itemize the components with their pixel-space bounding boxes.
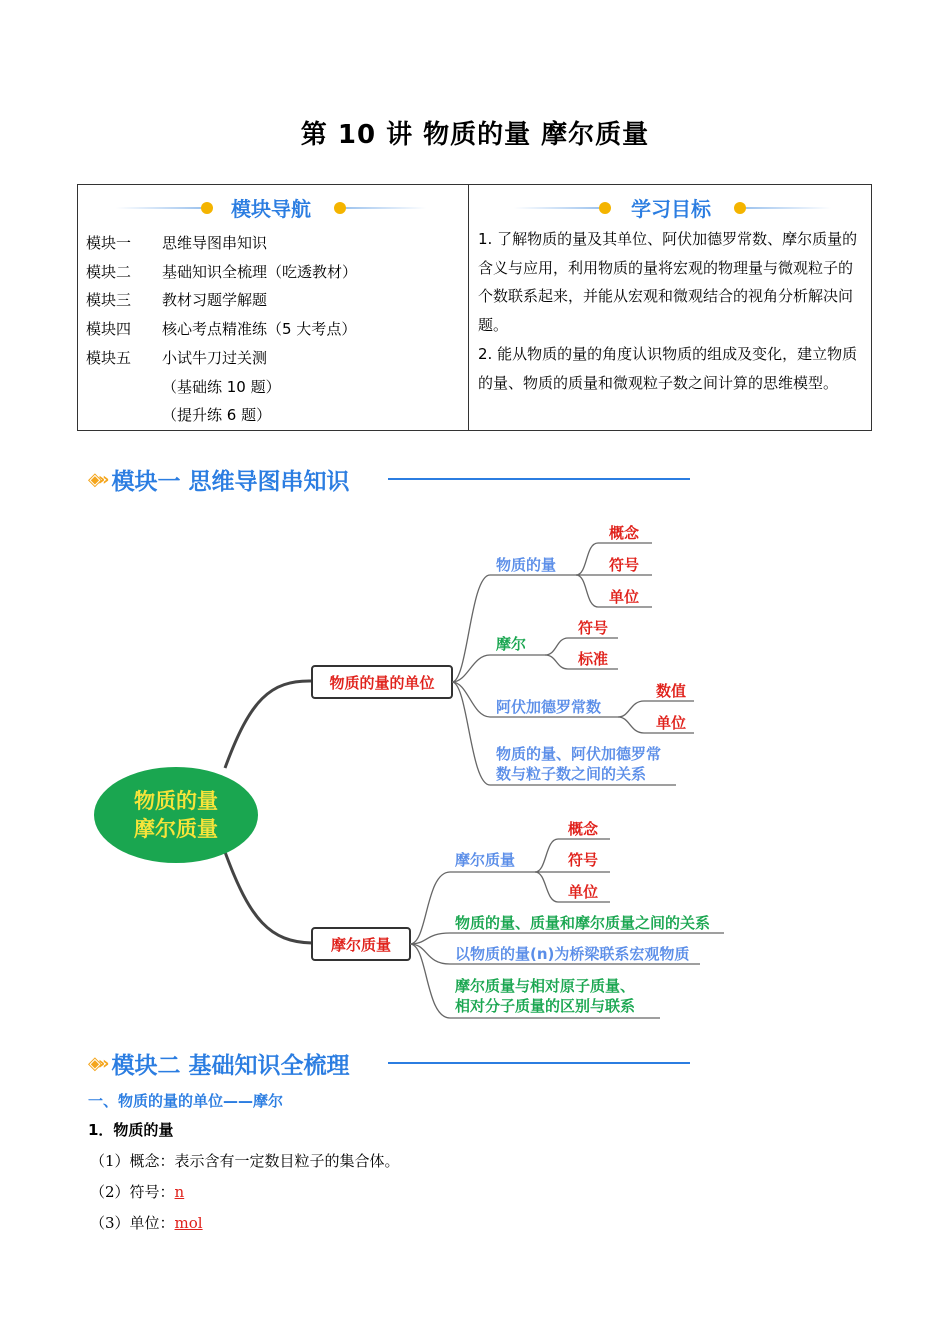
mindmap-node: 摩尔质量与相对原子质量、	[455, 977, 636, 995]
unit-item: （3）单位：mol	[90, 1214, 203, 1232]
mindmap-node: 物质的量、质量和摩尔质量之间的关系	[455, 914, 711, 932]
mindmap-node: 物质的量、阿伏加德罗常	[496, 745, 662, 763]
nav-item: 模块五 小试牛刀过关测	[86, 348, 268, 367]
nav-heading: 模块导航	[116, 191, 426, 225]
goals-list	[478, 225, 866, 397]
goals-heading: 学习目标	[514, 191, 834, 225]
mindmap-node: 以物质的量(n)为桥梁联系宏观物质	[455, 945, 690, 963]
branch-label: 摩尔质量	[330, 936, 392, 954]
double-chevron-icon: ◈»	[88, 1052, 106, 1074]
mindmap-node: 摩尔	[496, 635, 527, 653]
mindmap-node: 阿伏加德罗常数	[496, 698, 602, 716]
mindmap-leaf: 概念	[568, 820, 599, 838]
mindmap-node: 数与粒子数之间的关系	[496, 765, 647, 783]
module1-title: ◈» 模块一 思维导图串知识	[88, 462, 698, 496]
nav-item: 模块一 思维导图串知识	[86, 234, 268, 252]
center-label: 物质的量	[134, 789, 218, 813]
mindmap-leaf: 单位	[568, 883, 599, 901]
mindmap-leaf: 概念	[609, 524, 640, 542]
module2-title: ◈» 模块二 基础知识全梳理	[88, 1046, 698, 1080]
mindmap-leaf: 符号	[578, 619, 609, 637]
answer-blank: mol	[174, 1214, 203, 1232]
center-label: 摩尔质量	[134, 817, 218, 841]
mindmap-leaf: 数值	[656, 682, 687, 700]
mindmap-leaf: 标准	[578, 650, 609, 668]
symbol-item: （2）符号：n	[90, 1183, 185, 1201]
nav-item: （提升练 6 题）	[162, 406, 272, 425]
definition-item: （1）概念：表示含有一定数目粒子的集合体。	[90, 1152, 400, 1170]
overview-table	[77, 184, 872, 431]
mindmap-leaf: 单位	[609, 588, 640, 606]
mindmap-node: 摩尔质量	[455, 851, 516, 869]
mindmap-leaf: 单位	[656, 714, 687, 732]
mindmap-leaf: 符号	[568, 851, 599, 869]
mindmap-node: 相对分子质量的区别与联系	[455, 997, 636, 1015]
dot-icon	[599, 202, 611, 214]
mindmap-leaf: 符号	[609, 556, 640, 574]
nav-item: 模块四 核心考点精准练（5 大考点）	[86, 320, 357, 339]
subsection-heading: 1．物质的量	[88, 1121, 174, 1139]
section-heading: 一、物质的量的单位——摩尔	[88, 1092, 284, 1110]
nav-item: （基础练 10 题）	[162, 377, 281, 396]
goal-item: 1. 了解物质的量及其单位、阿伏加德罗常数、摩尔质量的含义与应用，利用物质的量将宏观的物理量与微观粒子的个数联系起来，并能从宏观和微观结合的视角分析解决问题。	[478, 230, 858, 335]
mindmap-node: 物质的量	[496, 556, 557, 574]
mind-map	[0, 500, 950, 1030]
dot-icon	[734, 202, 746, 214]
goal-item: 2. 能从物质的量的角度认识物质的组成及变化，建立物质的量、物质的质量和微观粒子数之间计算的思维模型。	[478, 344, 858, 392]
double-chevron-icon: ◈»	[88, 468, 106, 490]
nav-item: 模块二 基础知识全梳理（吃透教材）	[86, 262, 358, 281]
page-title: 第 10 讲 物质的量 摩尔质量	[300, 120, 650, 150]
answer-blank: n	[174, 1183, 185, 1201]
dot-icon	[334, 202, 346, 214]
nav-list	[86, 229, 357, 430]
table-divider	[468, 185, 469, 430]
center-node	[94, 767, 258, 863]
branch-label: 物质的量的单位	[329, 674, 435, 692]
nav-item: 模块三 教材习题学解题	[86, 291, 268, 310]
